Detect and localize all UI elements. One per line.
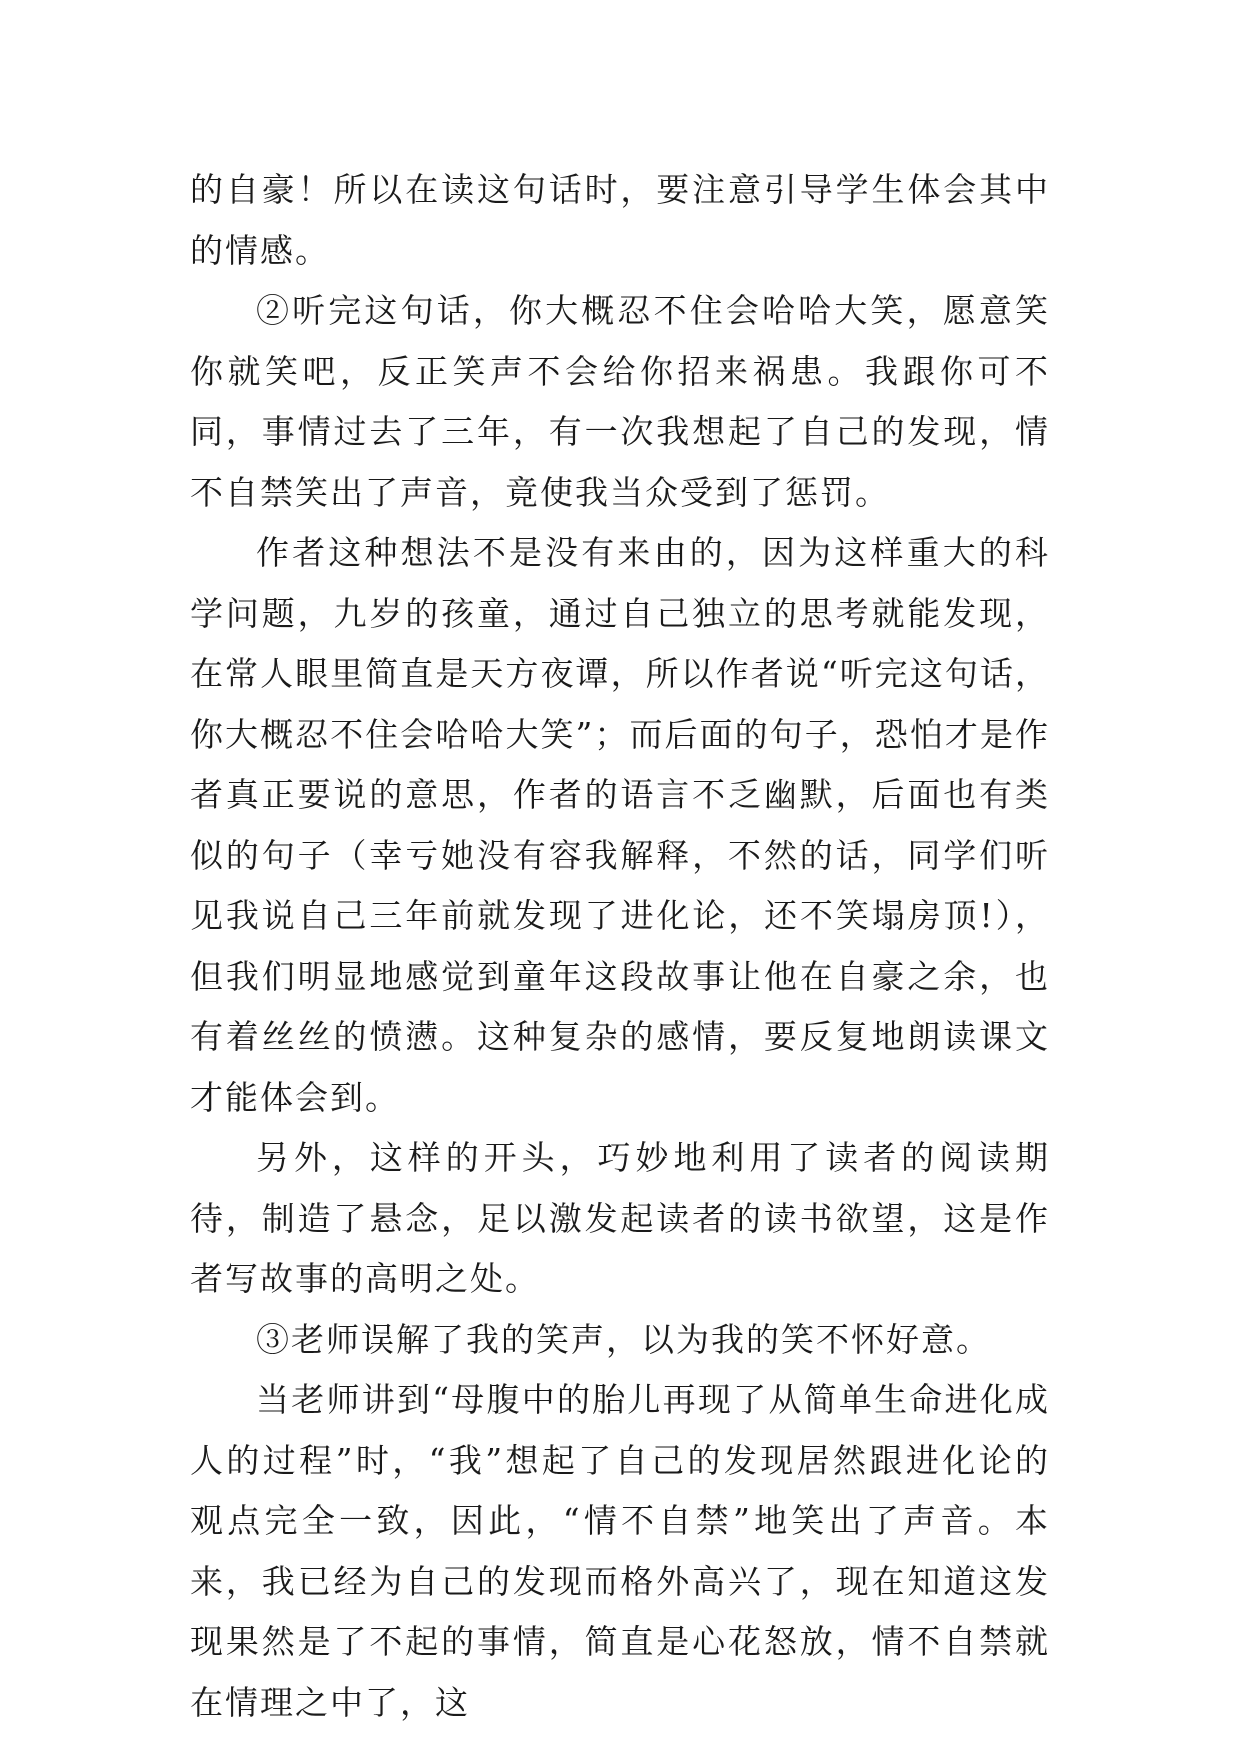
- paragraph-1: 的自豪！所以在读这句话时，要注意引导学生体会其中的情感。: [190, 170, 1050, 270]
- paragraph-4: 另外，这样的开头，巧妙地利用了读者的阅读期待，制造了悬念，足以激发起读者的读书欲望，这是作者写故事的高明之处。: [190, 1138, 1050, 1298]
- document-body: [190, 160, 1050, 1733]
- paragraph-6: 当老师讲到“母腹中的胎儿再现了从简单生命进化成人的过程”时，“我”想起了自己的发现居然跟进化论的观点完全一致，因此，“情不自禁”地笑出了声音。本来，我已经为自己的发现而格外高兴了，现在知道这发现果然是了不起的事情，简直是心花怒放，情不自禁就在情理之中了，这: [190, 1380, 1050, 1722]
- paragraph-2: ②听完这句话，你大概忍不住会哈哈大笑，愿意笑你就笑吧，反正笑声不会给你招来祸患。我跟你可不同，事情过去了三年，有一次我想起了自己的发现，情不自禁笑出了声音，竟使我当众受到了惩罚。: [190, 291, 1050, 512]
- paragraph-5: ③老师误解了我的笑声，以为我的笑不怀好意。: [256, 1319, 991, 1359]
- paragraph-3: 作者这种想法不是没有来由的，因为这样重大的科学问题，九岁的孩童，通过自己独立的思考就能发现，在常人眼里简直是天方夜谭，所以作者说“听完这句话，你大概忍不住会哈哈大笑”；而后面的句子，恐怕才是作者真正要说的意思，作者的语言不乏幽默，后面也有类似的句子（幸亏她没有容我解释，不然的话，同学们听见我说自己三年前就发现了进化论，还不笑塌房顶!），但我们明显地感觉到童年这段故事让他在自豪之余，也有着丝丝的愤懑。这种复杂的感情，要反复地朗读课文才能体会到。: [190, 533, 1050, 1117]
